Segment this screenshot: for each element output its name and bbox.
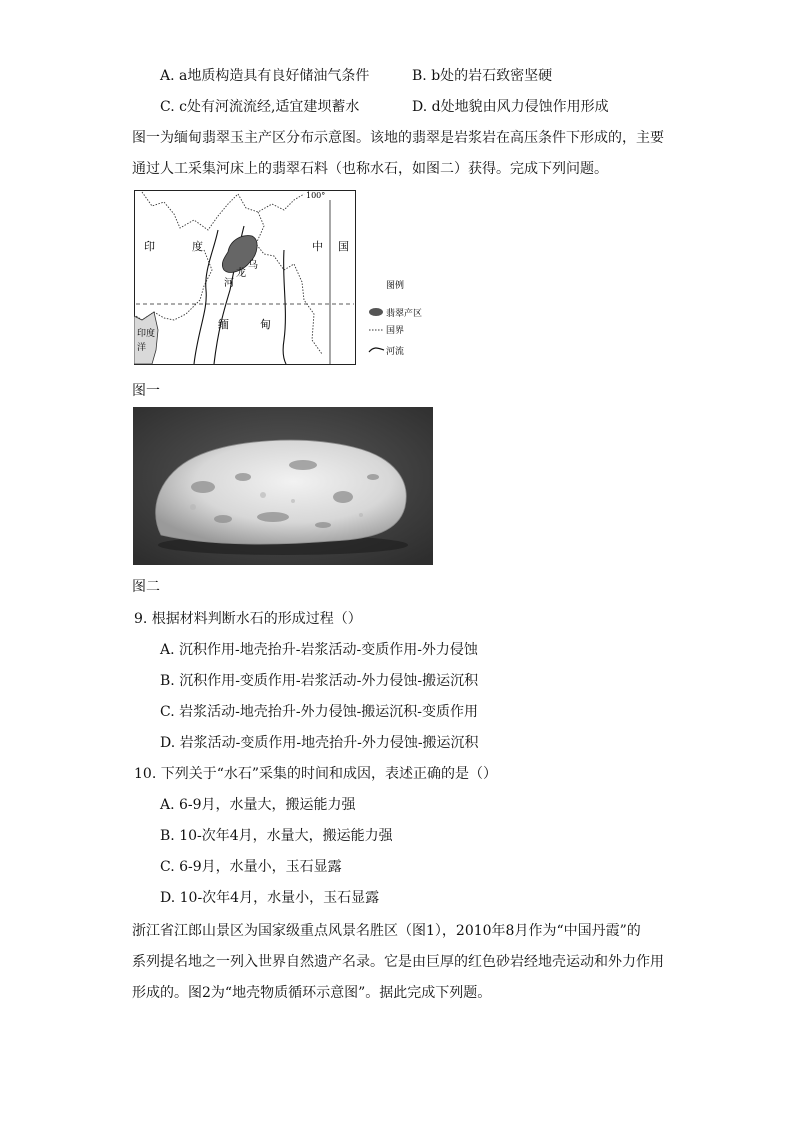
question-9-stem: 9. 根据材料判断水石的形成过程（） — [134, 611, 362, 627]
label-myanmar-1: 缅 — [218, 318, 229, 331]
label-ocean-2: 洋 — [137, 343, 147, 353]
question-9-option-c: C. 岩浆活动-地壳抬升-外力侵蚀-搬运沉积-变质作用 — [160, 704, 479, 720]
intro-line-2: 通过人工采集河床上的翡翠石料（也称水石，如图二）获得。完成下列问题。 — [132, 161, 608, 177]
question-10-option-d: D. 10-次年4月，水量小，玉石显露 — [160, 890, 380, 906]
figure-1-caption: 图一 — [132, 383, 160, 399]
question-9-option-b: B. 沉积作用-变质作用-岩浆活动-外力侵蚀-搬运沉积 — [160, 673, 479, 689]
question-10-option-c: C. 6-9月，水量小，玉石显露 — [160, 859, 342, 875]
map-legend — [368, 276, 448, 366]
jade-stone-photo — [133, 407, 433, 565]
option-c: C. c处有河流流经,适宜建坝蓄水 — [160, 99, 360, 115]
option-b: B. b处的岩石致密坚硬 — [412, 68, 553, 84]
label-china-1: 中 — [312, 240, 323, 253]
outro-line-3: 形成的。图2为“地壳物质循环示意图”。据此完成下列题。 — [132, 985, 492, 1001]
jade-region-map — [134, 190, 356, 365]
question-10-option-b: B. 10-次年4月，水量大，搬运能力强 — [160, 828, 393, 844]
label-he: 河 — [224, 278, 234, 289]
label-ocean-1: 印度 — [137, 329, 156, 339]
outro-line-2: 系列提名地之一列入世界自然遗产名录。它是由巨厚的红色砂岩经地壳运动和外力作用 — [132, 954, 664, 970]
question-10-stem: 10. 下列关于“水石”采集的时间和成因，表述正确的是（） — [134, 766, 498, 782]
jade-stone-image — [133, 407, 433, 565]
label-myanmar-2: 甸 — [260, 318, 271, 331]
option-d: D. d处地貌由风力侵蚀作用形成 — [412, 99, 609, 115]
legend-jade-label: 翡翠产区 — [386, 309, 423, 319]
label-india-1: 印 — [144, 240, 155, 253]
label-india-2: 度 — [192, 240, 203, 253]
legend-jade-swatch — [369, 308, 383, 316]
legend-title: 图例 — [386, 281, 405, 291]
label-wu: 乌 — [248, 260, 258, 271]
figure-2-caption: 图二 — [132, 579, 160, 595]
outro-line-1: 浙江省江郎山景区为国家级重点风景名胜区（图1），2010年8月作为“中国丹霞”的 — [132, 923, 641, 939]
option-a: A. a地质构造具有良好储油气条件 — [160, 68, 370, 84]
question-9-option-a: A. 沉积作用-地壳抬升-岩浆活动-变质作用-外力侵蚀 — [160, 642, 478, 658]
question-9-option-d: D. 岩浆活动-变质作用-地壳抬升-外力侵蚀-搬运沉积 — [160, 735, 479, 751]
label-china-2: 国 — [338, 240, 349, 253]
intro-line-1: 图一为缅甸翡翠玉主产区分布示意图。该地的翡翠是岩浆岩在高压条件下形成的，主要 — [132, 130, 664, 146]
legend-border-label: 国界 — [386, 326, 405, 336]
question-10-option-a: A. 6-9月，水量大，搬运能力强 — [160, 797, 356, 813]
legend-river-swatch — [369, 348, 384, 352]
legend-river-label: 河流 — [386, 347, 405, 357]
meridian-label: 100° — [306, 191, 326, 200]
label-long: 龙 — [236, 268, 246, 279]
